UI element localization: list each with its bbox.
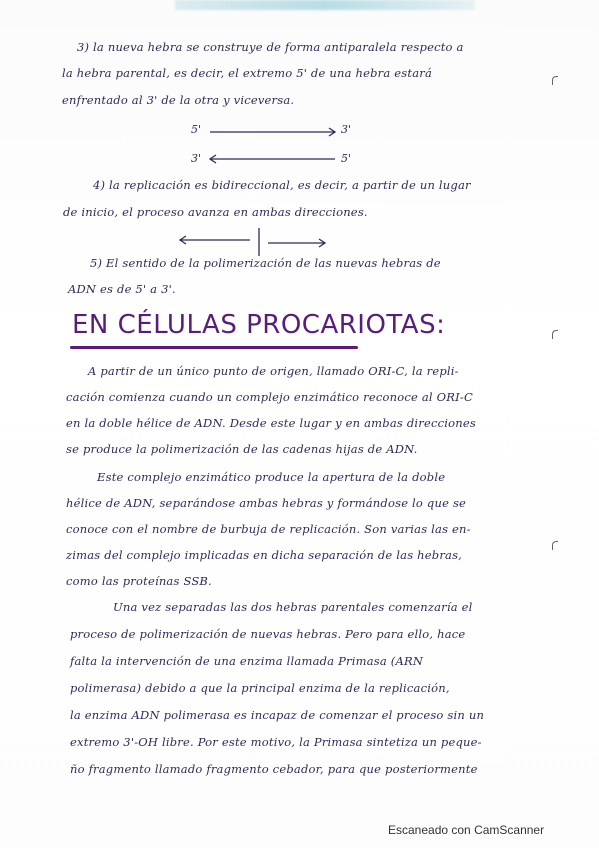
- strand-top-left-label: 5': [191, 123, 202, 136]
- point-3-line-2: la hebra parental, es decir, el extremo 5' de una hebra estará: [62, 66, 433, 80]
- paragraph-3-line-3: falta la intervención de una enzima llamada Primasa (ARN: [70, 654, 424, 668]
- paragraph-3-line-7: ño fragmento llamado fragmento cebador, para que posteriormente: [70, 762, 478, 776]
- paragraph-1-line-1: A partir de un único punto de origen, llamado ORI-C, la repli-: [88, 364, 459, 378]
- paragraph-2-line-3: conoce con el nombre de burbuja de replicación. Son varias las en-: [66, 522, 471, 536]
- point-4-line-1: 4) la replicación es bidireccional, es decir, a partir de un lugar: [93, 178, 471, 192]
- point-3-line-1: 3) la nueva hebra se construye de forma antiparalela respecto a: [77, 40, 464, 54]
- margin-mark: [552, 76, 558, 85]
- paragraph-3-line-4: polimerasa) debido a que la principal enzima de la replicación,: [70, 681, 450, 695]
- paragraph-1-line-2: cación comienza cuando un complejo enzimático reconoce al ORI-C: [66, 390, 473, 404]
- paragraph-2-line-2: hélice de ADN, separándose ambas hebras y formándose lo que se: [66, 496, 467, 510]
- paragraph-3-line-1: Una vez separadas las dos hebras parentales comenzaría el: [113, 600, 473, 614]
- point-4-line-2: de inicio, el proceso avanza en ambas direcciones.: [63, 205, 368, 219]
- paragraph-3-line-2: proceso de polimerización de nuevas hebras. Pero para ello, hace: [70, 627, 466, 641]
- camscanner-watermark: Escaneado con CamScanner: [388, 823, 545, 837]
- margin-mark: [552, 541, 558, 550]
- strand-bottom-left-label: 3': [191, 152, 202, 165]
- paragraph-3-line-6: extremo 3'-OH libre. Por este motivo, la Primasa sintetiza un peque-: [70, 735, 482, 749]
- paragraph-1-line-4: se produce la polimerización de las cadenas hijas de ADN.: [66, 442, 418, 456]
- point-3-line-3: enfrentado al 3' de la otra y viceversa.: [62, 93, 295, 107]
- paragraph-1-line-3: en la doble hélice de ADN. Desde este lugar y en ambas direcciones: [66, 416, 476, 430]
- margin-mark: [552, 330, 558, 339]
- section-heading: EN CÉLULAS PROCARIOTAS:: [72, 310, 446, 340]
- strand-bottom-right-label: 5': [341, 152, 352, 165]
- heading-underline: [70, 346, 358, 349]
- paragraph-3-line-5: la enzima ADN polimerasa es incapaz de comenzar el proceso sin un: [70, 708, 485, 722]
- paragraph-2-line-4: zimas del complejo implicadas en dicha separación de las hebras,: [66, 548, 463, 562]
- point-5-line-2: ADN es de 5' a 3'.: [68, 282, 176, 296]
- paragraph-2-line-5: como las proteínas SSB.: [66, 574, 212, 588]
- strand-top-right-label: 3': [341, 123, 352, 136]
- paragraph-2-line-1: Este complejo enzimático produce la apertura de la doble: [97, 470, 446, 484]
- point-5-line-1: 5) El sentido de la polimerización de las nuevas hebras de: [90, 256, 441, 270]
